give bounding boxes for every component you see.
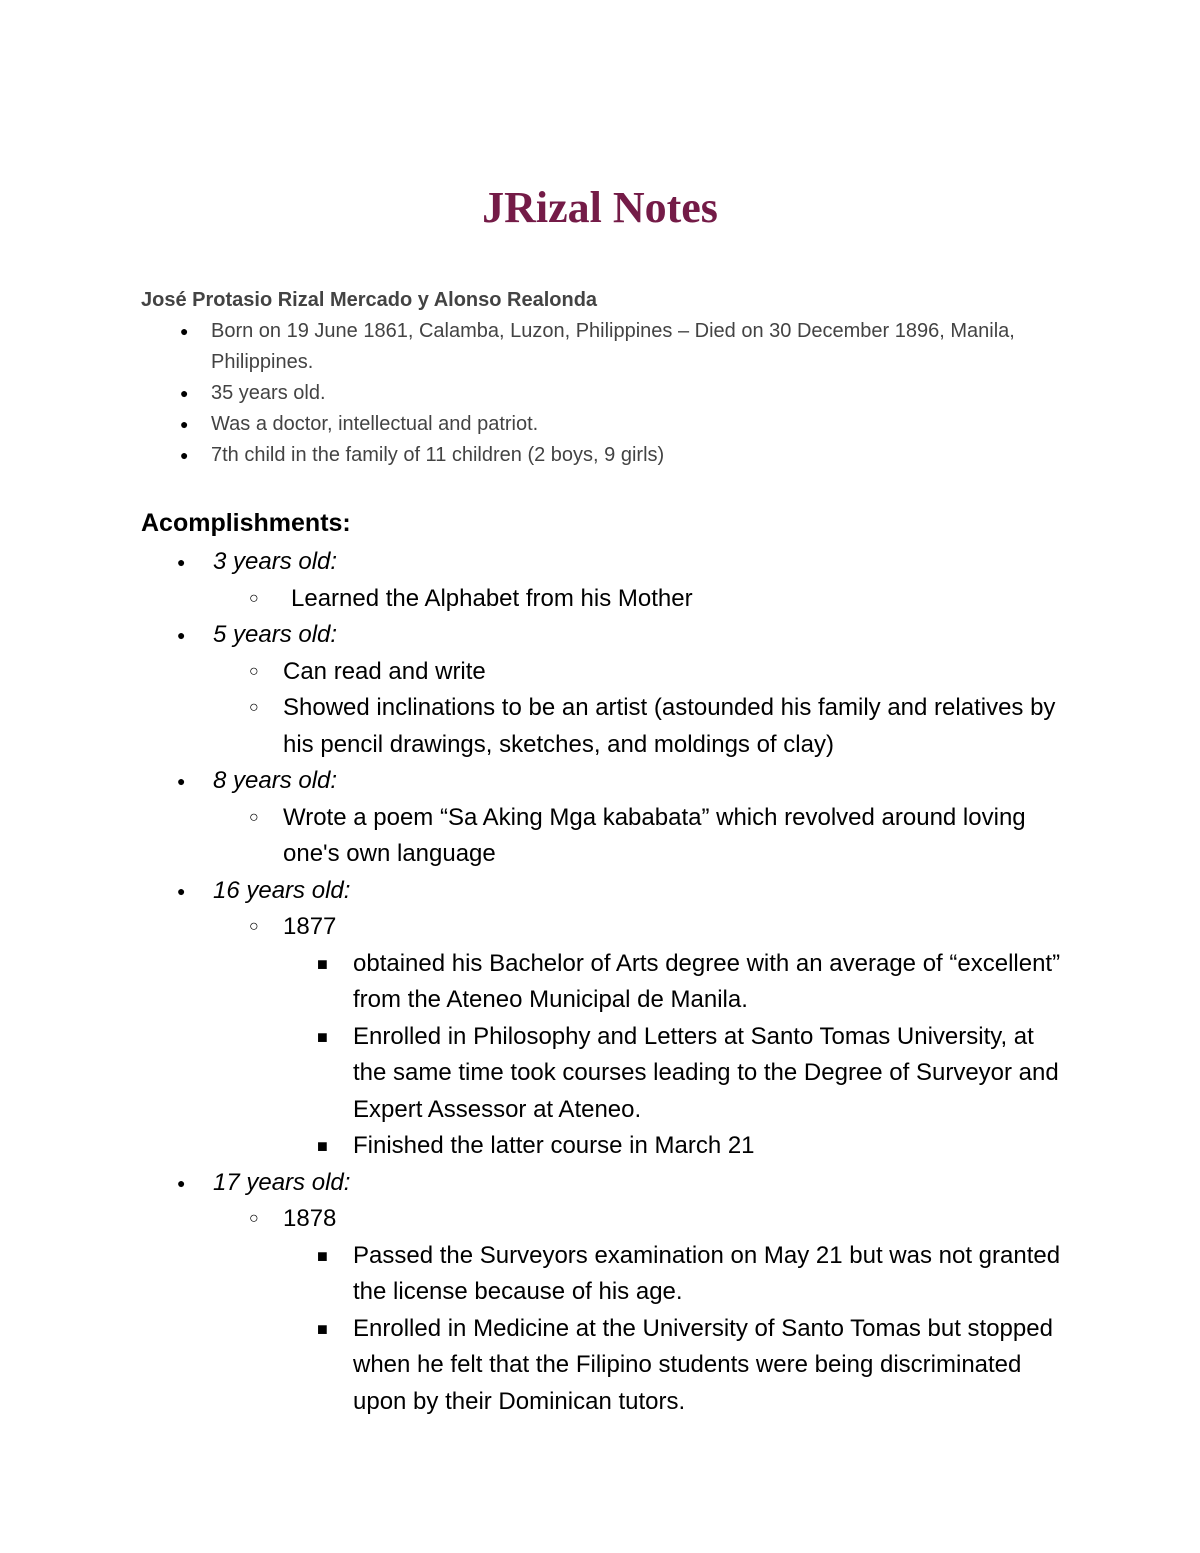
bio-item-text: 35 years old. (211, 382, 326, 404)
list-item (317, 1128, 1073, 1165)
year-sublist (317, 1238, 1073, 1421)
list-item (317, 1311, 1073, 1421)
bullet-icon: ● (177, 627, 186, 643)
bio-item (180, 440, 1041, 471)
bio-item-text: Born on 19 June 1861, Calamba, Luzon, Philippines – Died on 30 December 1896, Manila, Philippines. (211, 320, 1015, 373)
age-item (177, 873, 1073, 1165)
age-sublist (249, 1201, 1073, 1420)
document-title: JRizal Notes (482, 183, 718, 232)
list-item (317, 1238, 1073, 1311)
bio-item-text: 7th child in the family of 11 children (2 boys, 9 girls) (211, 444, 665, 466)
age-sublist (249, 909, 1073, 1165)
list-item (249, 690, 1073, 763)
circle-bullet-icon: ○ (249, 1210, 259, 1227)
square-bullet-icon: ■ (317, 1026, 328, 1047)
bio-item (180, 378, 1041, 409)
bio-item (180, 409, 1041, 440)
list-item (249, 654, 1073, 691)
bullet-icon: ● (180, 416, 189, 432)
age-sublist (249, 654, 1073, 764)
circle-bullet-icon: ○ (249, 699, 259, 716)
list-item (249, 800, 1073, 873)
age-sublist (249, 800, 1073, 873)
bullet-icon: ● (180, 323, 189, 339)
bullet-icon: ● (177, 882, 186, 899)
year-label: 1878 (283, 1205, 337, 1232)
age-label: 3 years old: (213, 548, 338, 575)
square-bullet-icon: ■ (317, 953, 328, 974)
age-sublist (249, 581, 1073, 618)
age-item (177, 544, 1073, 617)
age-label: 16 years old: (213, 876, 351, 904)
list-item-text: Wrote a poem “Sa Aking Mga kababata” which revolved around loving one's own language (283, 803, 1026, 867)
person-name: José Protasio Rizal Mercado y Alonso Realonda (141, 289, 598, 311)
list-item (249, 1201, 1073, 1420)
list-item-text: Enrolled in Medicine at the University of Santo Tomas but stopped when he felt that the Filipino students were being discriminated upon by their Dominican tutors. (353, 1314, 1053, 1415)
list-item-text: Finished the latter course in March 21 (353, 1132, 755, 1159)
bio-list (180, 316, 1041, 471)
square-bullet-icon: ■ (317, 1245, 328, 1266)
square-bullet-icon: ■ (317, 1318, 328, 1339)
year-label: 1877 (283, 913, 337, 940)
circle-bullet-icon: ○ (249, 918, 259, 935)
list-item-text: Learned the Alphabet from his Mother (291, 584, 693, 612)
bullet-icon: ● (180, 385, 189, 401)
age-item (177, 617, 1073, 763)
bio-item-text: Was a doctor, intellectual and patriot. (211, 413, 539, 435)
age-item (177, 1165, 1073, 1421)
circle-bullet-icon: ○ (249, 808, 259, 826)
square-bullet-icon: ■ (317, 1136, 328, 1156)
age-item (177, 763, 1073, 873)
list-item (249, 909, 1073, 1165)
bullet-icon: ● (177, 554, 186, 570)
accomplishments-heading: Acomplishments: (141, 509, 351, 537)
bio-item (180, 316, 1041, 378)
list-item-text: Enrolled in Philosophy and Letters at Santo Tomas University, at the same time took courses leading to the Degree of Surveyor and Expert Assessor at Ateneo. (353, 1022, 1059, 1123)
list-item (249, 581, 1073, 618)
bullet-icon: ● (180, 447, 189, 463)
bullet-icon: ● (177, 773, 186, 789)
age-label: 17 years old: (213, 1168, 351, 1196)
list-item-text: Passed the Surveyors examination on May 21 but was not granted the license because of his age. (353, 1241, 1061, 1305)
list-item-text: Can read and write (283, 657, 486, 685)
bullet-icon: ● (177, 1174, 186, 1191)
year-sublist (317, 946, 1073, 1165)
list-item (317, 946, 1073, 1019)
list-item-text: Showed inclinations to be an artist (astounded his family and relatives by his pencil drawings, sketches, and moldings of clay) (283, 694, 1056, 758)
list-item (317, 1019, 1073, 1129)
circle-bullet-icon: ○ (249, 662, 259, 680)
list-item-text: obtained his Bachelor of Arts degree with an average of “excellent” from the Ateneo Municipal de Manila. (353, 949, 1061, 1013)
age-label: 5 years old: (213, 621, 338, 648)
age-label: 8 years old: (213, 767, 338, 794)
circle-bullet-icon: ○ (249, 589, 259, 607)
accomplishments-list (177, 544, 1073, 1420)
